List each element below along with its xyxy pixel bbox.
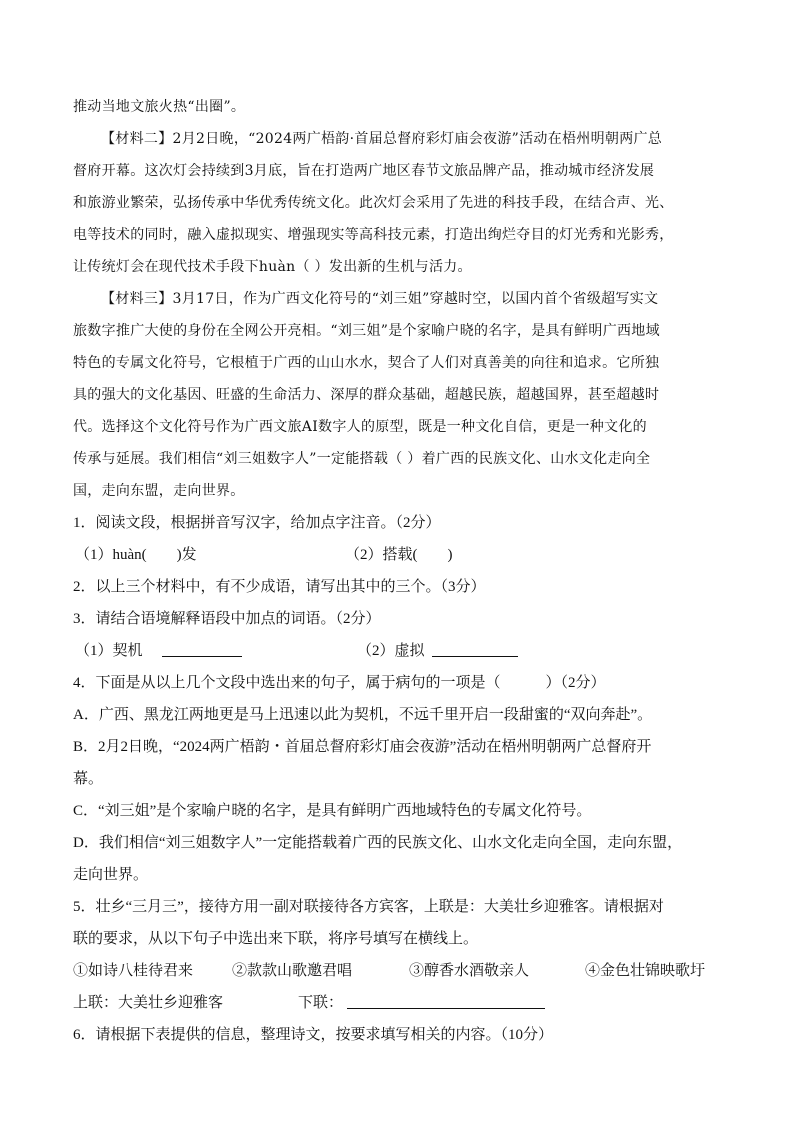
question-3-part-1-label: （1）契机 — [75, 643, 143, 659]
passage-line: 督府开幕。这次灯会持续到3月底，旨在打造两广地区春节文旅品牌产品，推动城市经济发展 — [73, 163, 655, 179]
question-1-part-1: （1）huàn( )发 — [75, 547, 197, 563]
material-three-line: 【材料三】3月17日，作为广西文化符号的“刘三姐”穿越时空，以国内首个省级超写实文 — [101, 291, 659, 307]
passage-line: 推动当地文旅火热“出圈”。 — [73, 99, 246, 115]
question-3-part-1 — [75, 639, 242, 660]
question-6: 6．请根据下表提供的信息，整理诗文，按要求填写相关的内容。（10分） — [73, 1027, 554, 1043]
question-5-continued: 联的要求，从以下句子中选出来下联，将序号填写在横线上。 — [73, 931, 479, 947]
question-4-option-d-continued: 走向世界。 — [73, 867, 149, 883]
question-3-part-2-label: （2）虚拟 — [357, 643, 425, 659]
passage-line: 旅数字推广大使的身份在全网公开亮相。“刘三姐”是个家喻户晓的名字，是具有鲜明广西地域 — [73, 323, 660, 339]
passage-line: 具的强大的文化基因、旺盛的生命活力、深厚的群众基础，超越民族，超越国界，甚至超越时 — [73, 387, 660, 403]
couplet-option-1: ①如诗八桂待君来 — [73, 963, 194, 979]
upper-couplet: 上联：大美壮乡迎雅客 — [73, 995, 224, 1011]
passage-line: 代。选择这个文化符号作为广西文旅AI数字人的原型，既是一种文化自信，更是一种文化的 — [73, 419, 647, 435]
couplet-option-3: ③醇香水酒敬亲人 — [409, 963, 530, 979]
couplet-option-2: ②款款山歌邀君唱 — [232, 963, 353, 979]
question-2: 2．以上三个材料中，有不少成语，请写出其中的三个。（3分） — [73, 579, 486, 595]
question-4-option-b-continued: 幕。 — [73, 771, 104, 787]
passage-line: 国，走向东盟，走向世界。 — [73, 483, 245, 499]
answer-blank[interactable] — [432, 642, 518, 657]
question-3: 3．请结合语境解释语段中加点的词语。（2分） — [73, 611, 381, 627]
passage-line: 特色的专属文化符号，它根植于广西的山山水水，契合了人们对真善美的向往和追求。它所独 — [73, 355, 660, 371]
passage-line: 传承与延展。我们相信“刘三姐数字人”一定能搭载（ ）着广西的民族文化、山水文化走向全 — [73, 451, 651, 467]
question-1-part-2: （2）搭载( ) — [345, 547, 453, 563]
material-two-line: 【材料二】2月2日晚，“2024两广梧韵·首届总督府彩灯庙会夜游”活动在梧州明朝两广总 — [101, 131, 663, 147]
lower-couplet-label: 下联： — [298, 995, 344, 1011]
question-5: 5．壮乡“三月三”，接待方用一副对联接待各方宾客，上联是：大美壮乡迎雅客。请根据对 — [73, 899, 664, 915]
question-4-option-b: B．2月2日晚，“2024两广梧韵・首届总督府彩灯庙会夜游”活动在梧州明朝两广总督府开 — [73, 739, 652, 755]
question-4-option-d: D．我们相信“刘三姐数字人”一定能搭载着广西的民族文化、山水文化走向全国，走向东盟， — [73, 835, 683, 851]
answer-blank[interactable] — [347, 994, 545, 1009]
couplet-option-4: ④金色壮锦映歌圩 — [585, 963, 706, 979]
answer-blank[interactable] — [162, 642, 242, 657]
lower-couplet — [298, 991, 545, 1012]
question-4-option-c: C．“刘三姐”是个家喻户晓的名字，是具有鲜明广西地域特色的专属文化符号。 — [73, 803, 592, 819]
question-3-part-2 — [357, 639, 518, 660]
question-4: 4．下面是从以上几个文段中选出来的句子，属于病句的一项是（ ）（2分） — [73, 675, 606, 691]
question-4-option-a: A．广西、黑龙江两地更是马上迅速以此为契机，不远千里开启一段甜蜜的“双向奔赴”。 — [73, 707, 653, 723]
passage-line: 和旅游业繁荣，弘扬传承中华优秀传统文化。此次灯会采用了先进的科技手段，在结合声、光、 — [73, 195, 674, 211]
question-1: 1．阅读文段，根据拼音写汉字，给加点字注音。（2分） — [73, 515, 441, 531]
passage-line: 电等技术的同时，融入虚拟现实、增强现实等高科技元素，打造出绚烂夺目的灯光秀和光影秀， — [73, 227, 674, 243]
passage-line: 让传统灯会在现代技术手段下huàn（ ）发出新的生机与活力。 — [73, 259, 472, 275]
